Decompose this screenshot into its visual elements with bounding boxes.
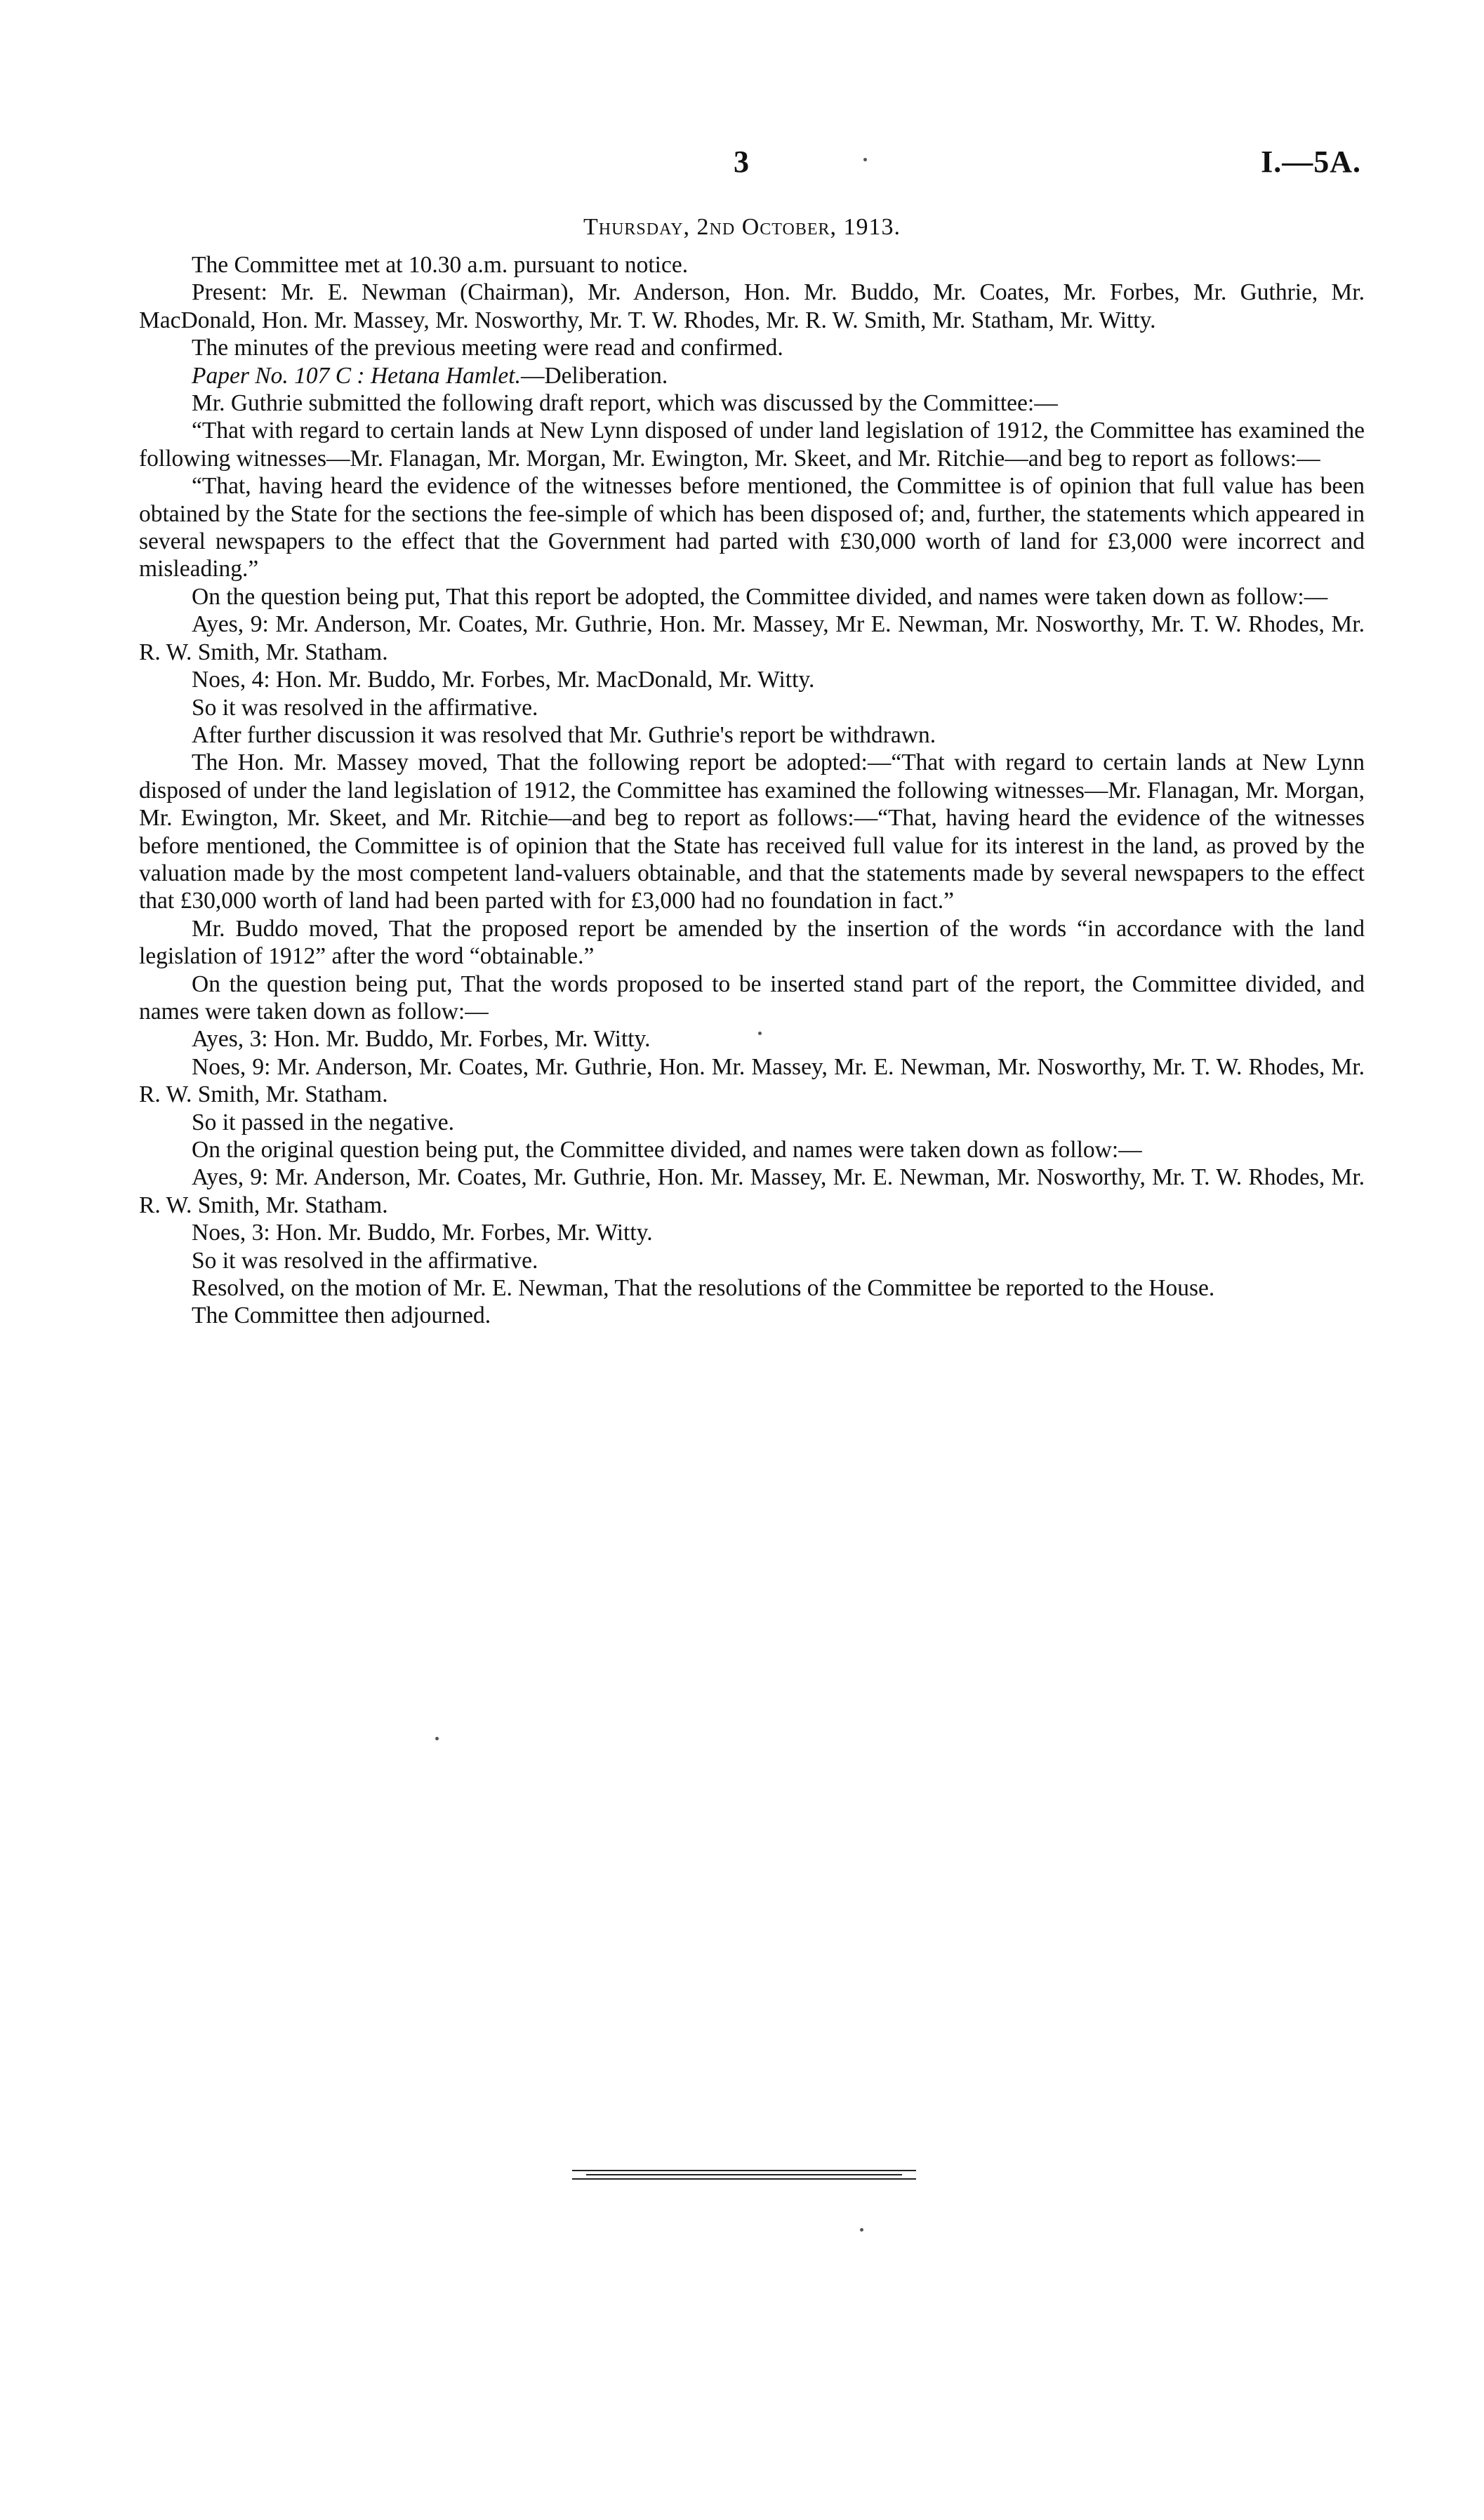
- paper-reference: I.—5A.: [1261, 145, 1361, 179]
- paragraph-adjourned: The Committee then adjourned.: [192, 1302, 491, 1329]
- paragraph-report-withdrawn: After further discussion it was resolved that Mr. Guthrie's report be withdrawn.: [192, 721, 936, 748]
- rule-line-bottom: [572, 2178, 916, 2180]
- rule-line-top: [572, 2170, 916, 2171]
- rule-line-middle: [586, 2174, 902, 2175]
- paragraph-original-result: So it was resolved in the affirmative.: [192, 1247, 538, 1274]
- paragraph-members-present: Present: Mr. E. Newman (Chairman), Mr. Anderson, Hon. Mr. Buddo, Mr. Coates, Mr. Forbes, Mr. Guthrie, Mr. MacDonald, Hon. Mr. Massey, Mr. Nosworthy, Mr. T. W. Rhodes, Mr. R. W. Smith, Mr. Statham, Mr. Witty.: [139, 279, 1365, 333]
- paragraph-original-noes: Noes, 3: Hon. Mr. Buddo, Mr. Forbes, Mr. Witty.: [192, 1220, 653, 1246]
- paragraph-draft-report-part-2: “That, having heard the evidence of the witnesses before mentioned, the Committee is of opinion that full value has been obtained by the State for the sections the fee-simple of which has been disposed of; and, further, the statements which appeared in several newspapers to the effect that the Government had parted with £30,000 worth of land for £3,000 were incorrect and misleading.”: [139, 473, 1365, 582]
- print-speck: [863, 158, 867, 161]
- print-speck: [860, 2228, 863, 2232]
- closing-rule: [572, 2170, 916, 2182]
- page-number: 3: [734, 145, 749, 179]
- paragraph-resolution-reported: Resolved, on the motion of Mr. E. Newman, That the resolutions of the Committee be reported to the House.: [192, 1275, 1215, 1302]
- print-speck: [758, 1032, 762, 1035]
- paragraph-amendment-ayes: Ayes, 3: Hon. Mr. Buddo, Mr. Forbes, Mr. Witty.: [192, 1026, 651, 1053]
- paragraph-paper-reference: [139, 362, 1365, 389]
- meeting-date-heading: Thursday, 2nd October, 1913.: [583, 214, 901, 240]
- paragraph-first-question: On the question being put, That this report be adopted, the Committee divided, and names were taken down as follow:—: [192, 583, 1328, 610]
- paragraph-first-ayes: Ayes, 9: Mr. Anderson, Mr. Coates, Mr. Guthrie, Hon. Mr. Massey, Mr E. Newman, Mr. Nosworthy, Mr. T. W. Rhodes, Mr. R. W. Smith, Mr. Statham.: [139, 611, 1365, 665]
- paragraph-draft-report-part-1: “That with regard to certain lands at New Lynn disposed of under land legislation of 1912, the Committee has examined the following witnesses—Mr. Flanagan, Mr. Morgan, Mr. Ewington, Mr. Skeet, and Mr. Ritchie—and beg to report as follows:—: [139, 418, 1365, 472]
- paragraph-first-noes: Noes, 4: Hon. Mr. Buddo, Mr. Forbes, Mr. MacDonald, Mr. Witty.: [192, 667, 815, 693]
- paragraph-first-result: So it was resolved in the affirmative.: [192, 694, 538, 721]
- paper-action: —Deliberation.: [520, 362, 668, 389]
- paragraph-amendment-result: So it passed in the negative.: [192, 1109, 455, 1135]
- paragraph-meeting-opened: The Committee met at 10.30 a.m. pursuant to notice.: [192, 252, 689, 278]
- paragraph-buddo-amendment: Mr. Buddo moved, That the proposed report be amended by the insertion of the words “in accordance with the land legislation of 1912” after the word “obtainable.”: [139, 915, 1365, 970]
- paragraph-amendment-noes: Noes, 9: Mr. Anderson, Mr. Coates, Mr. Guthrie, Hon. Mr. Massey, Mr. E. Newman, Mr. Nosworthy, Mr. T. W. Rhodes, Mr. R. W. Smith, Mr. Statham.: [139, 1053, 1365, 1108]
- paragraph-amendment-question: On the question being put, That the words proposed to be inserted stand part of the report, the Committee divided, and names were taken down as follow:—: [139, 971, 1365, 1025]
- paragraph-original-question: On the original question being put, the Committee divided, and names were taken down as follow:—: [192, 1137, 1142, 1163]
- paragraph-original-ayes: Ayes, 9: Mr. Anderson, Mr. Coates, Mr. Guthrie, Hon. Mr. Massey, Mr. E. Newman, Mr. Nosworthy, Mr. T. W. Rhodes, Mr. R. W. Smith, Mr. Statham.: [139, 1164, 1365, 1218]
- paragraph-draft-report-submitted: Mr. Guthrie submitted the following draft report, which was discussed by the Committee:—: [192, 390, 1058, 417]
- page-header: [0, 144, 1484, 186]
- minutes-body: [139, 251, 1365, 1330]
- print-speck: [435, 1737, 439, 1740]
- paragraph-minutes-confirmed: The minutes of the previous meeting were read and confirmed.: [192, 335, 783, 361]
- paper-title: Paper No. 107 C : Hetana Hamlet.: [192, 362, 521, 389]
- paragraph-massey-motion: The Hon. Mr. Massey moved, That the following report be adopted:—“That with regard to certain lands at New Lynn disposed of under the land legislation of 1912, the Committee has examined the following witnesses—Mr. Flanagan, Mr. Morgan, Mr. Ewington, Mr. Skeet, and Mr. Ritchie—and beg to report as follows:—“That, having heard the evidence of the witnesses before mentioned, the Committee is of opinion that the State has received full value for its interest in the land, as proved by the valuation made by the most competent land-valuers obtainable, and that the statements made by several newspapers to the effect that £30,000 worth of land had been parted with for £3,000 had no foundation in fact.”: [139, 749, 1365, 914]
